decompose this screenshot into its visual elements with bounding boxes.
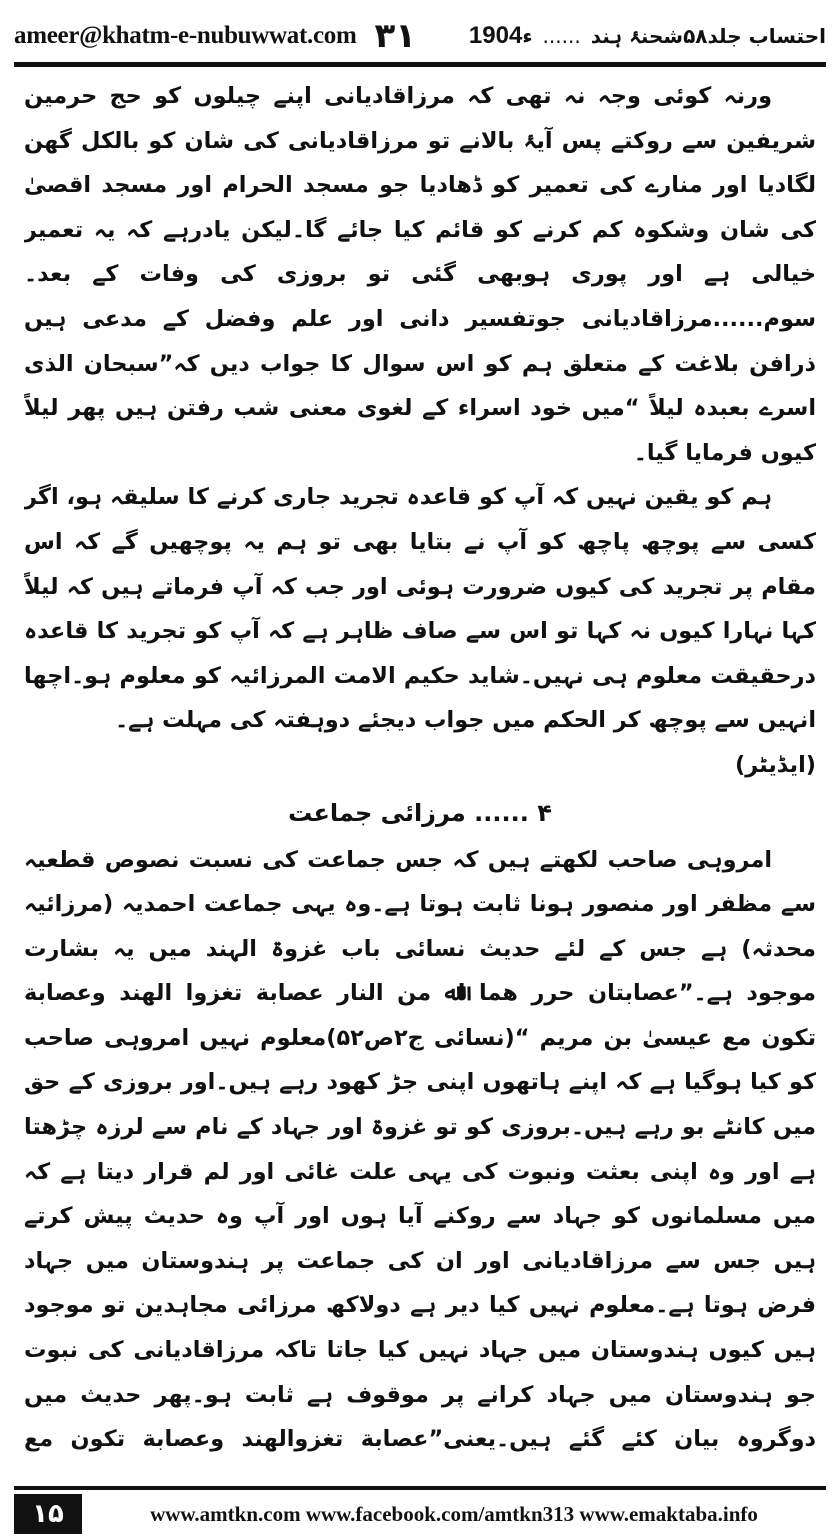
editor-row [24,743,816,788]
footer-rule [14,1486,826,1490]
page-footer [14,1494,826,1534]
header-year-group [469,22,533,50]
footer-page-number: ۱۵ [14,1494,82,1534]
section-dots: ...... [474,798,529,827]
header-year-suffix: ء [522,24,533,48]
header-email[interactable]: ameer@khatm-e-nubuwwat.com [14,22,357,49]
paragraph-1: ورنہ کوئی وجہ نہ تھی کہ مرزاقادیانی اپنے چیلوں کو حج حرمین شریفین سے روکتے پس آیۂ بالانے تو مرزاقادیانی کی شان کو بالکل گھن لگادیا اور منارے کی تعمیر کو ڈھادیا جو مسجد الحرام اور مسجد اقصیٰ کی شان وشکوہ کم کرنے کو قائم کیا جائے گا۔لیکن یادرہے کہ یہ تعمیر خیالی ہے اور پوری ہوبھی گئی تو بروزی کی وفات کے بعد۔سوم......مرزاقادیانی جوتفسیر دانی اور علم وفضل کے مدعی ہیں ذرافن بلاغت کے متعلق ہم کو اس سوال کا جواب دیں کہ”سبحان الذی اسرے بعبدہ لیلاً “میں خود اسراء کے لغوی معنی شب رفتن ہیں پھر لیلاً کیوں فرمایا گیا۔ [24,83,816,466]
header-rule [14,62,826,67]
section-heading [24,788,816,838]
header-right [469,22,826,50]
header-page-number: ۳۱ [374,16,417,56]
section-paragraph-1: امروہی صاحب لکھتے ہیں کہ جس جماعت کی نسبت نصوص قطعیہ سے مظفر اور منصور ہونا ثابت ہوتا ہے۔وہ یہی جماعت احمدیہ (مرزائیہ محدثہ) ہے جس کے لئے حدیث نسائی باب غزوۃ الہند میں یہ بشارت موجود ہے۔”عصابتان حرر ھما اﷲ من النار عصابة تغزوا الھند وعصابة تکون مع عیسیٰ بن مریم “(نسائی ج۲ص۵۲)معلوم نہیں امروہی صاحب کو کیا ہوگیا ہے کہ اپنے ہاتھوں اپنی جڑ کھود رہے ہیں۔اور بروزی کے حق میں کانٹے بو رہے ہیں۔بروزی کو تو غزوۃ اور جہاد کے نام سے لرزہ چڑھتا ہے اور وہ اپنی بعثت ونبوت کی یہی علت غائی اور لم قرار دیتا ہے کہ میں مسلمانوں کو جہاد سے روکنے آیا ہوں اور آپ وہ حدیث پیش کرتے ہیں جس سے مرزاقادیانی اور ان کی جماعت پر ہندوستان میں جہاد فرض ہوتا ہے۔معلوم نہیں کیا دیر ہے دولاکھ مرزائی مجاہدین تو موجود ہیں کیوں ہندوستان میں جہاد نہیں کیا جاتا تاکہ مرزاقادیانی کی نبوت جو ہندوستان میں جہاد کرانے پر موقوف ہے ثابت ہو۔پھر حدیث میں دوگروہ بیان کئے گئے ہیں۔یعنی”عصابة تغزوالھند وعصابة تکون مع [24,846,816,1453]
editor-label: (ایڈیٹر) [735,751,816,778]
page-header [14,14,826,58]
header-left [14,16,416,56]
section-title: مرزائی جماعت [288,798,466,827]
paragraph-2: ہم کو یقین نہیں کہ آپ کو قاعدہ تجرید جاری کرنے کا سلیقہ ہو، اگر کسی سے پوچھ پاچھ کو آپ نے بتایا بھی تو ہم یہ پوچھیں گے کہ اس مقام پر تجرید کی کیوں ضرورت ہوئی اور جب کہ آپ فرماتے ہیں کہ لیلاً کہا نہارا کیوں نہ کہا تو اس سے صاف ظاہر ہے کہ آپ کو تجرید کا قاعدہ درحقیقت معلوم ہی نہیں۔شاید حکیم الامت المرزائیہ کو معلوم ہو۔اچھا انہیں سے پوچھ کر الحکم میں جواب دیجئے دوہفتہ کی مہلت ہے۔ [24,484,816,734]
page-content [24,74,816,1454]
header-year: 1904 [468,22,523,49]
header-dots: ...... [542,24,581,48]
book-title: احتساب جلد۵۸شحنۂ ہند [590,24,826,48]
section-number: ۴ [537,798,552,827]
footer-urls[interactable]: www.amtkn.com www.facebook.com/amtkn313 www.emaktaba.info [150,1501,758,1526]
